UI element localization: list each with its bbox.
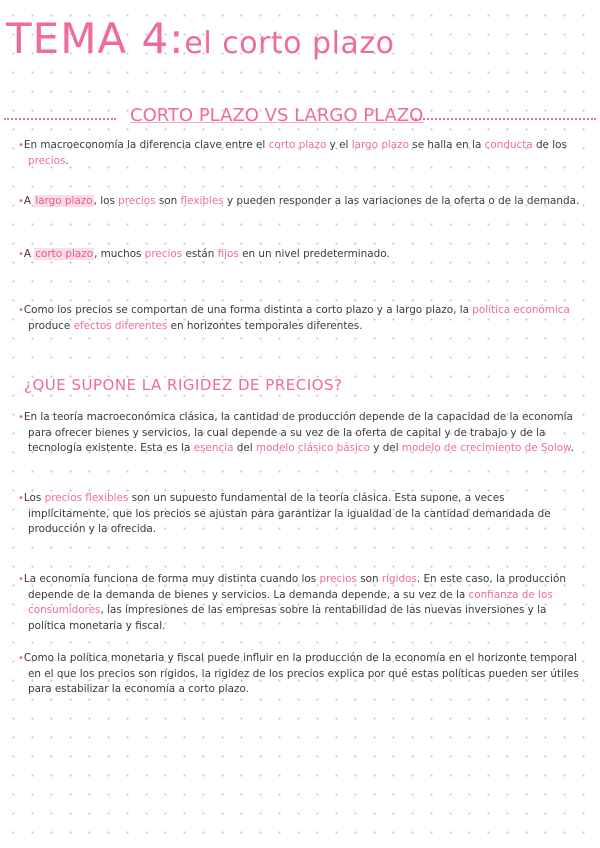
- highlighted-term: rígidos: [381, 573, 417, 585]
- paragraph-text: [18, 651, 586, 698]
- highlighted-term: precios: [319, 573, 357, 585]
- text-segment: son: [155, 195, 181, 207]
- bullet-icon: •: [18, 412, 24, 423]
- title-sub: el corto plazo: [184, 26, 395, 61]
- marker-highlighted-term: largo plazo: [35, 195, 93, 207]
- highlighted-term: precios: [144, 248, 183, 260]
- bullet-icon: •: [18, 305, 24, 316]
- text-segment: A: [23, 195, 35, 207]
- text-segment: se halla en la: [408, 139, 485, 151]
- highlighted-term: conducta: [484, 139, 533, 151]
- note-paragraph: [18, 572, 586, 634]
- section-heading: ¿QUE SUPONE LA RIGIDEZ DE PRECIOS?: [24, 376, 343, 394]
- text-segment: En macroeconomía la diferencia clave entre el: [23, 139, 269, 151]
- text-segment: son un supuesto fundamental de la teoría clásica. Esta supone, a veces implícitamente, que los precios se ajustan para garantizar la igualdad de la cantidad demandada de producción y la ofrecida.: [28, 492, 551, 535]
- paragraph-text: [18, 194, 586, 210]
- text-segment: en horizontes temporales diferentes.: [167, 319, 363, 332]
- highlighted-term: política económica: [472, 304, 570, 316]
- highlighted-term: esencia: [193, 442, 234, 454]
- highlighted-term: flexibles: [180, 195, 224, 207]
- text-segment: , muchos: [94, 248, 145, 260]
- paragraph-text: [18, 572, 586, 634]
- highlighted-term: precios: [118, 195, 156, 207]
- text-segment: en un nivel predeterminado.: [238, 248, 390, 260]
- title-main: TEMA 4:: [6, 14, 185, 63]
- highlighted-term: precios flexibles: [44, 492, 129, 504]
- text-segment: del: [233, 442, 256, 454]
- note-paragraph: [18, 138, 586, 169]
- paragraph-text: [18, 247, 586, 263]
- text-segment: .: [570, 442, 575, 454]
- highlighted-term: largo plazo: [351, 139, 409, 151]
- text-segment: y del: [369, 442, 402, 454]
- text-segment: y pueden responder a las variaciones de la oferta o de la demanda.: [223, 195, 580, 207]
- section-divider: [0, 105, 600, 133]
- text-segment: produce: [28, 319, 74, 332]
- divider-label: CORTO PLAZO VS LARGO PLAZO: [130, 105, 424, 126]
- paragraph-text: [18, 410, 586, 457]
- highlighted-term: corto plazo: [268, 139, 327, 151]
- text-segment: , las impresiones de las empresas sobre la rentabilidad de las nuevas inversiones y la política monetaria y fiscal.: [28, 604, 547, 632]
- paragraph-text: [18, 303, 586, 334]
- text-segment: de los: [532, 139, 567, 151]
- bullet-icon: •: [18, 196, 24, 207]
- note-paragraph: [18, 303, 586, 334]
- note-paragraph: [18, 247, 586, 263]
- text-segment: La economía funciona de forma muy distinta cuando los: [23, 573, 320, 585]
- bullet-icon: •: [18, 140, 24, 151]
- text-segment: Los: [23, 492, 45, 504]
- divider-line-left: [4, 118, 116, 120]
- highlighted-term: modelo de crecimiento de Solow: [401, 442, 571, 454]
- text-segment: Como los precios se comportan de una forma distinta a corto plazo y a largo plazo, la: [23, 304, 473, 316]
- text-segment: están: [182, 248, 218, 260]
- note-paragraph: [18, 651, 586, 698]
- bullet-icon: •: [18, 574, 24, 585]
- bullet-icon: •: [18, 249, 24, 260]
- note-paragraph: [18, 491, 586, 538]
- highlighted-term: precios: [28, 154, 66, 167]
- text-segment: y el: [326, 139, 352, 151]
- note-paragraph: [18, 410, 586, 457]
- bullet-icon: •: [18, 653, 24, 664]
- text-segment: .: [65, 154, 69, 167]
- paragraph-text: [18, 491, 586, 538]
- highlighted-term: modelo clásico básico: [255, 442, 370, 454]
- highlighted-term: fijos: [217, 248, 239, 260]
- bullet-icon: •: [18, 493, 24, 504]
- text-segment: Como la política monetaria y fiscal puede influir en la producción de la economía en el horizonte temporal en el que los precios son rígidos, la rigidez de los precios explica por qué estas políticas pueden ser útiles para estabilizar la economía a corto plazo.: [23, 652, 579, 695]
- note-paragraph: [18, 194, 586, 210]
- text-segment: . En este caso, la producción depende de la demanda de bienes y servicios. La demanda depende, a su vez de la: [28, 573, 566, 601]
- text-segment: En la teoría macroeconómica clásica, la cantidad de producción depende de la capacidad de la economía para ofrecer bienes y servicios, la cual depende a su vez de la oferta de capital y de trabajo y de la tecnología existente. Esta es la: [23, 411, 573, 454]
- marker-highlighted-term: corto plazo: [35, 248, 94, 260]
- text-segment: son: [356, 573, 382, 585]
- highlighted-term: efectos diferentes: [73, 319, 168, 332]
- page-title: [6, 14, 395, 63]
- divider-line-right: [412, 118, 596, 120]
- text-segment: , los: [93, 195, 119, 207]
- text-segment: A: [23, 248, 35, 260]
- paragraph-text: [18, 138, 586, 169]
- highlighted-term: confianza de los consumidores: [28, 588, 553, 616]
